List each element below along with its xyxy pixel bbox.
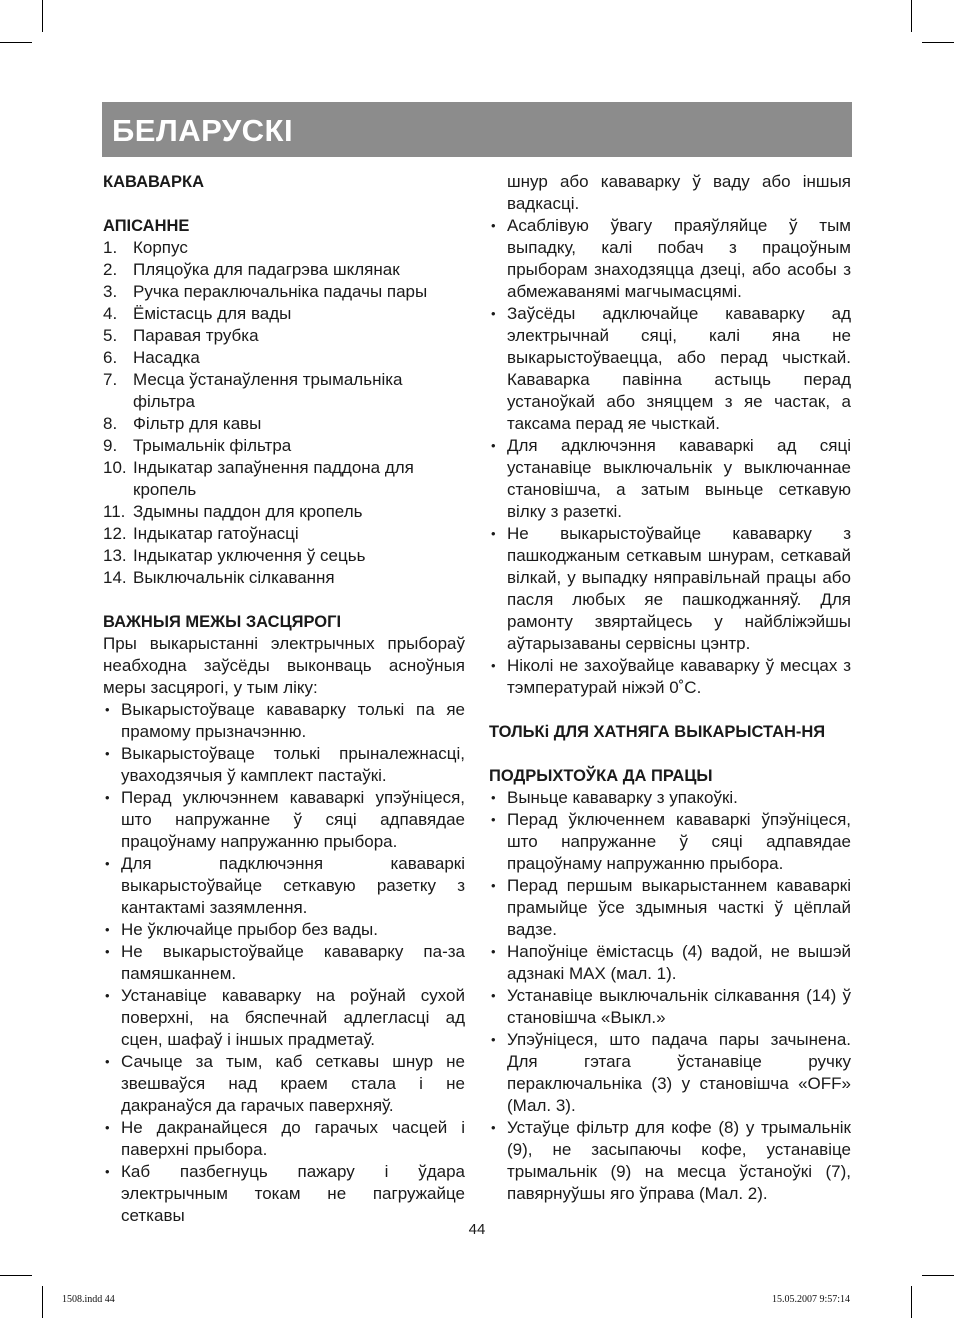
description-heading: АПІСАННЕ	[103, 217, 190, 235]
list-item	[103, 545, 465, 567]
list-item	[103, 413, 465, 435]
slug-timestamp: 15.05.2007 9:57:14	[772, 1294, 851, 1305]
list-item	[103, 281, 465, 303]
crop-mark	[0, 42, 32, 43]
safety-continuation: шнур або кававарку ў ваду або іншыя вадкасці.	[507, 172, 851, 213]
bullet-item: • Не дакранайцеся до гарачых часцей і паверхні прыбора.	[103, 1117, 465, 1161]
bullet-item: • Не выкарыстоўвайце кававарку з пашкоджаным сеткавым шнурам, сеткавай вілкай, у выпадку няправільнай працы або пасля любых яе пашкоджанняў. Для рамонту звяртайцесь у найбліжэйшы аўтарызаваны сервісны цэнтр.	[489, 523, 851, 655]
item-text: Індыкатар уключення ў сецьь	[133, 546, 366, 565]
bullet-item: • Выньце кававарку з упакоўкі.	[489, 787, 851, 809]
crop-mark	[911, 0, 912, 32]
item-text: Індыкатар запаўнення паддона для кропель	[133, 458, 414, 499]
list-item	[103, 457, 465, 501]
crop-mark	[911, 1286, 912, 1318]
bullet-item: • Сачыце за тым, каб сеткавы шнур не звешваўся над краем стала і не дакранаўся да гарачых паверхняў.	[103, 1051, 465, 1117]
item-number: 4.	[103, 304, 118, 323]
item-number: 14.	[103, 568, 127, 587]
item-text: Індыкатар гатоўнасці	[133, 524, 299, 543]
item-text: Ёмістасць для вады	[133, 304, 292, 323]
bullet-item: • Перад уключэннем кававаркі упэўніцеся, што напружанне ў сяці адпавядае працоўнаму напружанню прыбора.	[103, 787, 465, 853]
safety-heading: ВАЖНЫЯ МЕЖЫ ЗАСЦЯРОГІ	[103, 613, 342, 631]
item-number: 6.	[103, 348, 118, 367]
device-heading: КАВАВАРКА	[103, 173, 204, 191]
item-text: Насадка	[133, 348, 200, 367]
safety-list-continued	[489, 215, 851, 699]
bullet-item: • Перад ўключеннем кававаркі ўпэўніцеся, што напружанне ў сяці адпавядае працоўнаму напружанню прыбора.	[489, 809, 851, 875]
item-text: Ручка пераключальніка падачы пары	[133, 282, 428, 301]
safety-intro: Пры выкарыстанні электрычных прыбораў неабходна заўсёды выконваць асноўныя меры засцярогі, у тым ліку:	[103, 634, 465, 697]
bullet-item: • Каб пазбегнуць пажару і ўдара электрычным токам не пагружайце сеткавы	[103, 1161, 465, 1227]
item-number: 11.	[103, 502, 126, 521]
bullet-item: • Напоўніце ёмістасць (4) вадой, не вышэй адзнакі MAX (мал. 1).	[489, 941, 851, 985]
item-number: 12.	[103, 524, 127, 543]
list-item	[103, 347, 465, 369]
item-text: Месца ўстанаўлення трымальніка фільтра	[133, 370, 403, 411]
bullet-item: • Выкарыстоўваце толькі прыналежнасці, уваходзячыя ў камплект пастаўкі.	[103, 743, 465, 787]
item-number: 1.	[103, 238, 118, 257]
bullet-item: • Заўсёды адключайце кававарку ад электрычнай сяці, калі яна не выкарыстоўваецца, або перад чысткай. Кававарка павінна астыць перад устаноўкай або зняццем з яе частак, а таксама перад яе чысткай.	[489, 303, 851, 435]
list-item	[103, 567, 465, 589]
item-number: 7.	[103, 370, 118, 389]
item-number: 3.	[103, 282, 118, 301]
slug-filename: 1508.indd 44	[62, 1294, 115, 1305]
preparation-heading: ПОДРЫХТОЎКА ДА ПРАЦЫ	[489, 767, 713, 785]
list-item	[103, 501, 465, 523]
bullet-item: • Устанавіце выключальнік сілкавання (14) ў становішча «Выкл.»	[489, 985, 851, 1029]
list-item	[103, 259, 465, 281]
crop-mark	[42, 1286, 43, 1318]
item-text: Корпус	[133, 238, 188, 257]
list-item	[103, 303, 465, 325]
crop-mark	[42, 0, 43, 32]
preparation-list	[489, 787, 851, 1205]
item-text: Паравая трубка	[133, 326, 259, 345]
bullet-item: • Выкарыстоўваце кававарку толькі па яе прамому прызначэнню.	[103, 699, 465, 743]
page-title: БЕЛАРУСКІ	[112, 113, 294, 148]
bullet-item: • Для адключэння кававаркі ад сяці устанавіце выключальнік у выключаннае становішча, а затым выньце сеткавую вілку з разеткі.	[489, 435, 851, 523]
safety-list	[103, 699, 465, 1227]
list-item	[103, 523, 465, 545]
parts-list	[103, 237, 465, 589]
item-number: 9.	[103, 436, 118, 455]
item-text: Трымальнік фільтра	[133, 436, 292, 455]
bullet-item: • Асаблівую ўвагу праяўляйце ў тым выпадку, калі побач з працоўным прыборам знаходзяцца дзеці, або асобы з абмежаванямі магчымасцямі.	[489, 215, 851, 303]
item-text: Выключальнік сілкавання	[133, 568, 335, 587]
crop-mark	[922, 42, 954, 43]
crop-mark	[0, 1275, 32, 1276]
bullet-item: • Устанавіце кававарку на роўнай сухой поверхні, на бяспечнай адлегласці ад сцен, шафаў і іншых прадметаў.	[103, 985, 465, 1051]
bullet-item: • Не ўключайце прыбор без вады.	[103, 919, 465, 941]
page-number: 44	[468, 1221, 486, 1238]
list-item	[103, 369, 465, 413]
bullet-item: • Упэўніцеся, што падача пары зачынена. Для гэтага ўстанавіце ручку пераключальніка (3) у становішча «OFF» (Мал. 3).	[489, 1029, 851, 1117]
item-text: Пляцоўка для падагрэва шклянак	[133, 260, 400, 279]
bullet-item: • Не выкарыстоўвайце кававарку па-за памяшканнем.	[103, 941, 465, 985]
list-item	[103, 435, 465, 457]
item-number: 5.	[103, 326, 118, 345]
bullet-item: • Перад першым выкарыстаннем кававаркі прамыйце ўсе здымныя часткі ў цёплай вадзе.	[489, 875, 851, 941]
bullet-item: • Для падключэння кававаркі выкарыстоўвайце сеткавую разетку з кантактамі зазямлення.	[103, 853, 465, 919]
language-banner	[102, 102, 852, 157]
item-number: 2.	[103, 260, 118, 279]
item-number: 13.	[103, 546, 127, 565]
list-item	[103, 237, 465, 259]
crop-mark	[922, 1275, 954, 1276]
left-column	[103, 171, 465, 1227]
item-number: 10.	[103, 458, 127, 477]
item-text: Здымны паддон для кропель	[133, 502, 363, 521]
right-column	[489, 171, 851, 1205]
item-number: 8.	[103, 414, 118, 433]
bullet-item: • Ніколі не захоўвайце кававарку ў месцах з тэмпературай ніжэй 0˚С.	[489, 655, 851, 699]
list-item	[103, 325, 465, 347]
household-use-heading: ТОЛЬКі ДЛЯ ХАТНЯГА ВЫКАРЫСТАН-НЯ	[489, 723, 826, 741]
item-text: Фільтр для кавы	[133, 414, 262, 433]
bullet-item: • Устаўце фільтр для кофе (8) у трымальнік (9), не засыпаючы кофе, устанавіце трымальнік (9) на месца ўстаноўкі (7), павярнуўшы яго ўправа (Мал. 2).	[489, 1117, 851, 1205]
